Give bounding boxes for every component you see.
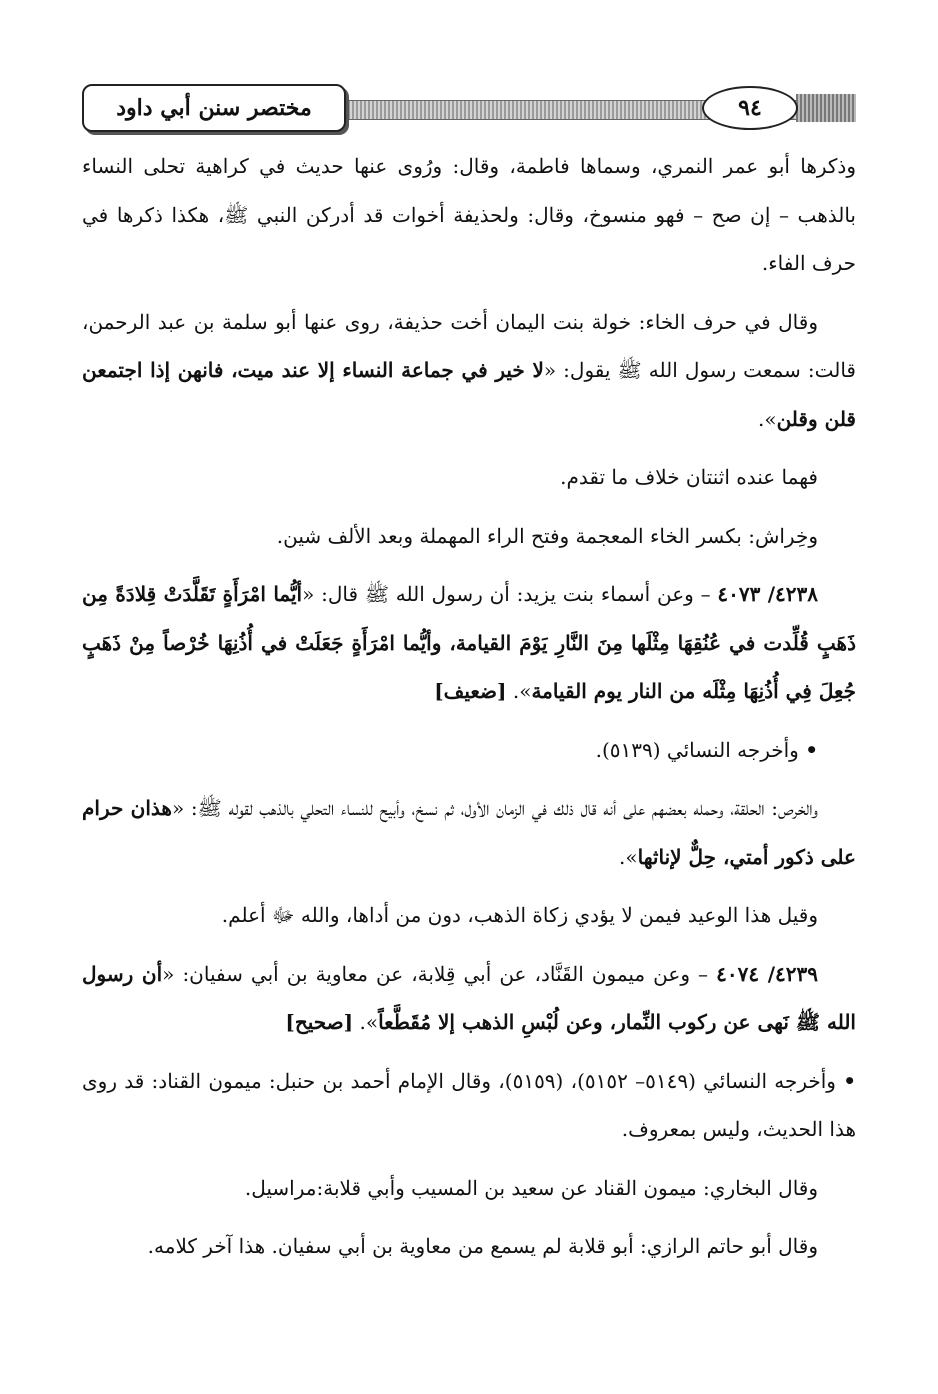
paragraph: وقال في حرف الخاء: خولة بنت اليمان أخت حذيفة، روى عنها أبو سلمة بن عبد الرحمن، قالت: سمعت رسول الله ﷺ يقول: «لا خير في جماعة النساء إلا عند ميت، فانهن إذا اجتمعن قلن وقلن». bbox=[82, 309, 856, 431]
paragraph: والخرص: الحلقة، وحمله بعضهم على أنه قال ذلك في الزمان الأول، ثم نسخ، وأبيح للنساء التحلي بالذهب لقوله ﷺ: «هذان حرام على ذكور أمتي، حِلٌّ لإناثها». bbox=[82, 796, 856, 869]
header-decorative-cap bbox=[796, 94, 856, 122]
page-header bbox=[82, 82, 856, 138]
page-content bbox=[82, 142, 856, 1281]
book-title: مختصر سنن أبي داود bbox=[82, 84, 346, 132]
paragraph: وقيل هذا الوعيد فيمن لا يؤدي زكاة الذهب، دون من أداها، والله ﷻ أعلم. bbox=[221, 903, 818, 927]
paragraph: وقال البخاري: ميمون القناد عن سعيد بن المسيب وأبي قلابة:مراسيل. bbox=[244, 1175, 818, 1200]
bullet-paragraph: • وأخرجه النسائي (٥١٣٩). bbox=[595, 737, 818, 762]
paragraph: وخِراش: بكسر الخاء المعجمة وفتح الراء المهملة وبعد الألف شين. bbox=[276, 523, 818, 548]
hadith-4238: ٤٢٣٨/ ٤٠٧٣ – وعن أسماء بنت يزيد: أن رسول الله ﷺ قال: «أيُّما امْرَأَةٍ تَقَلَّدَتْ قِلادَةً مِن ذَهَبٍ قُلِّدت في عُنُقِهَا مِثْلَها مِنَ النَّارِ يَوْمَ القيامة، وأيُّما امْرَأَةٍ جَعَلَتْ في أُذُنِهَا خُرْصاً مِنْ ذَهَبٍ جُعِلَ فِي أُذُنِهَا مِثْلَه من النار يوم القيامة». [ضعيف] bbox=[82, 582, 856, 703]
hadith-quote: أن رسول الله ﷺ نَهى عن ركوب النِّمار، وعن لُبْسِ الذهب إلا مُقَطَّعاً bbox=[82, 961, 856, 1034]
hadith-grade: [صحيح] bbox=[285, 1010, 354, 1034]
hadith-number: ٤٢٣٨/ ٤٠٧٣ bbox=[717, 582, 818, 606]
paragraph: وذكرها أبو عمر النمري، وسماها فاطمة، وقال: ورُوى عنها حديث في كراهية تحلى النساء بالذهب – إن صح – فهو منسوخ، وقال: ولحذيفة أخوات قد أدركن النبي ﷺ، هكذا ذكرها في حرف الفاء. bbox=[82, 154, 856, 275]
hadith-quote: لا خير في جماعة النساء إلا عند ميت، فانهن إذا اجتمعن قلن وقلن bbox=[82, 358, 856, 431]
bullet-paragraph: • وأخرجه النسائي (٥١٤٩– ٥١٥٢)، (٥١٥٩)، وقال الإمام أحمد بن حنبل: ميمون القناد: قد روى هذا الحديث، وليس بمعروف. bbox=[82, 1068, 857, 1141]
bullet: • bbox=[805, 737, 818, 762]
hadith-number: ٤٢٣٩/ ٤٠٧٤ bbox=[716, 961, 818, 986]
paragraph: فهما عنده اثنتان خلاف ما تقدم. bbox=[560, 465, 818, 489]
hadith-quote: أيُّما امْرَأَةٍ تَقَلَّدَتْ قِلادَةً مِن ذَهَبٍ قُلِّدت في عُنُقِهَا مِثْلَها مِنَ النَّارِ يَوْمَ القيامة، وأيُّما امْرَأَةٍ جَعَلَتْ في أُذُنِهَا خُرْصاً مِنْ ذَهَبٍ جُعِلَ فِي أُذُنِهَا مِثْلَه من النار يوم القيامة bbox=[82, 582, 856, 703]
paragraph: وقال أبو حاتم الرازي: أبو قلابة لم يسمع من معاوية بن أبي سفيان. هذا آخر كلامه. bbox=[147, 1234, 818, 1258]
hadith-quote: هذان حرام على ذكور أمتي، حِلٌّ لإناثها bbox=[82, 796, 856, 869]
page-number: ٩٤ bbox=[702, 86, 798, 130]
bullet: • bbox=[843, 1068, 857, 1093]
hadith-4239: ٤٢٣٩/ ٤٠٧٤ – وعن ميمون القَنَّاد، عن أبي قِلابة، عن معاوية بن أبي سفيان: «أن رسول الله ﷺ نَهى عن ركوب النِّمار، وعن لُبْسِ الذهب إلا مُقَطَّعاً». [صحيح] bbox=[82, 961, 856, 1034]
hadith-grade: [ضعيف] bbox=[434, 679, 507, 703]
